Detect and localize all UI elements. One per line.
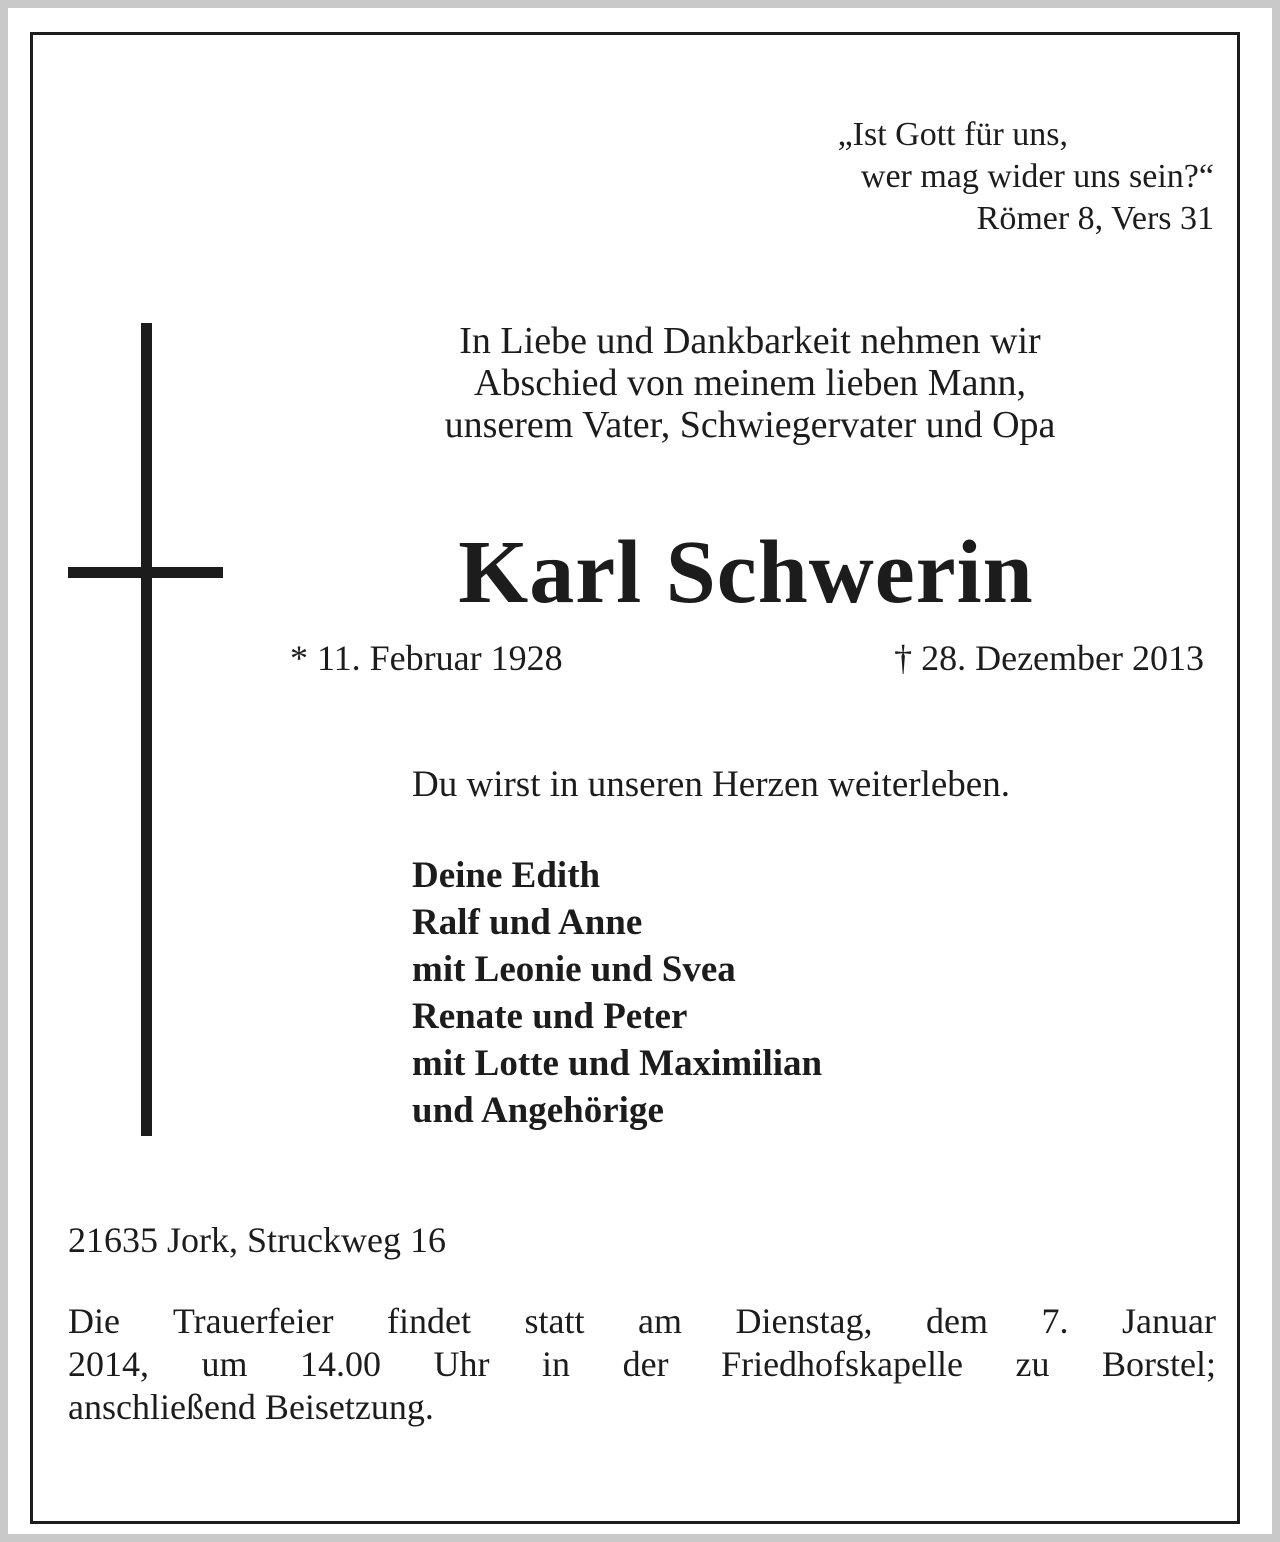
bible-quote [838, 114, 1214, 240]
quote-line-1: „Ist Gott für uns, [837, 116, 1068, 153]
intro-text [300, 320, 1200, 446]
deceased-name: Karl Schwerin [458, 523, 1034, 622]
service-line-3: anschließend Beisetzung. [68, 1387, 434, 1427]
quote-line-2: wer mag wider uns sein?“ [860, 158, 1214, 195]
death-date: † 28. Dezember 2013 [894, 638, 1204, 678]
family-member: und Angehörige [412, 1090, 664, 1131]
family-member: Deine Edith [412, 855, 601, 896]
service-line-1: Die Trauerfeier findet statt am Dienstag, dem 7. Januar [68, 1301, 1216, 1341]
family-list [412, 852, 822, 1134]
service-line-2: 2014, um 14.00 Uhr in der Friedhofskapelle zu Borstel; [68, 1344, 1216, 1384]
address: 21635 Jork, Struckweg 16 [68, 1220, 446, 1260]
quote-source: Römer 8, Vers 31 [976, 200, 1214, 237]
intro-line-2: Abschied von meinem lieben Mann, [474, 362, 1026, 404]
cross-icon-beam [68, 567, 223, 578]
family-member: mit Lotte und Maximilian [412, 1043, 823, 1084]
birth-date: * 11. Februar 1928 [290, 638, 563, 678]
family-member: Ralf und Anne [412, 902, 643, 943]
family-member: Renate und Peter [412, 996, 688, 1037]
cross-icon [141, 323, 152, 1136]
service-info [68, 1300, 1216, 1429]
farewell-text: Du wirst in unseren Herzen weiterleben. [412, 764, 1010, 805]
family-member: mit Leonie und Svea [412, 949, 736, 990]
intro-line-3: unserem Vater, Schwiegervater und Opa [444, 404, 1056, 446]
intro-line-1: In Liebe und Dankbarkeit nehmen wir [459, 320, 1041, 362]
